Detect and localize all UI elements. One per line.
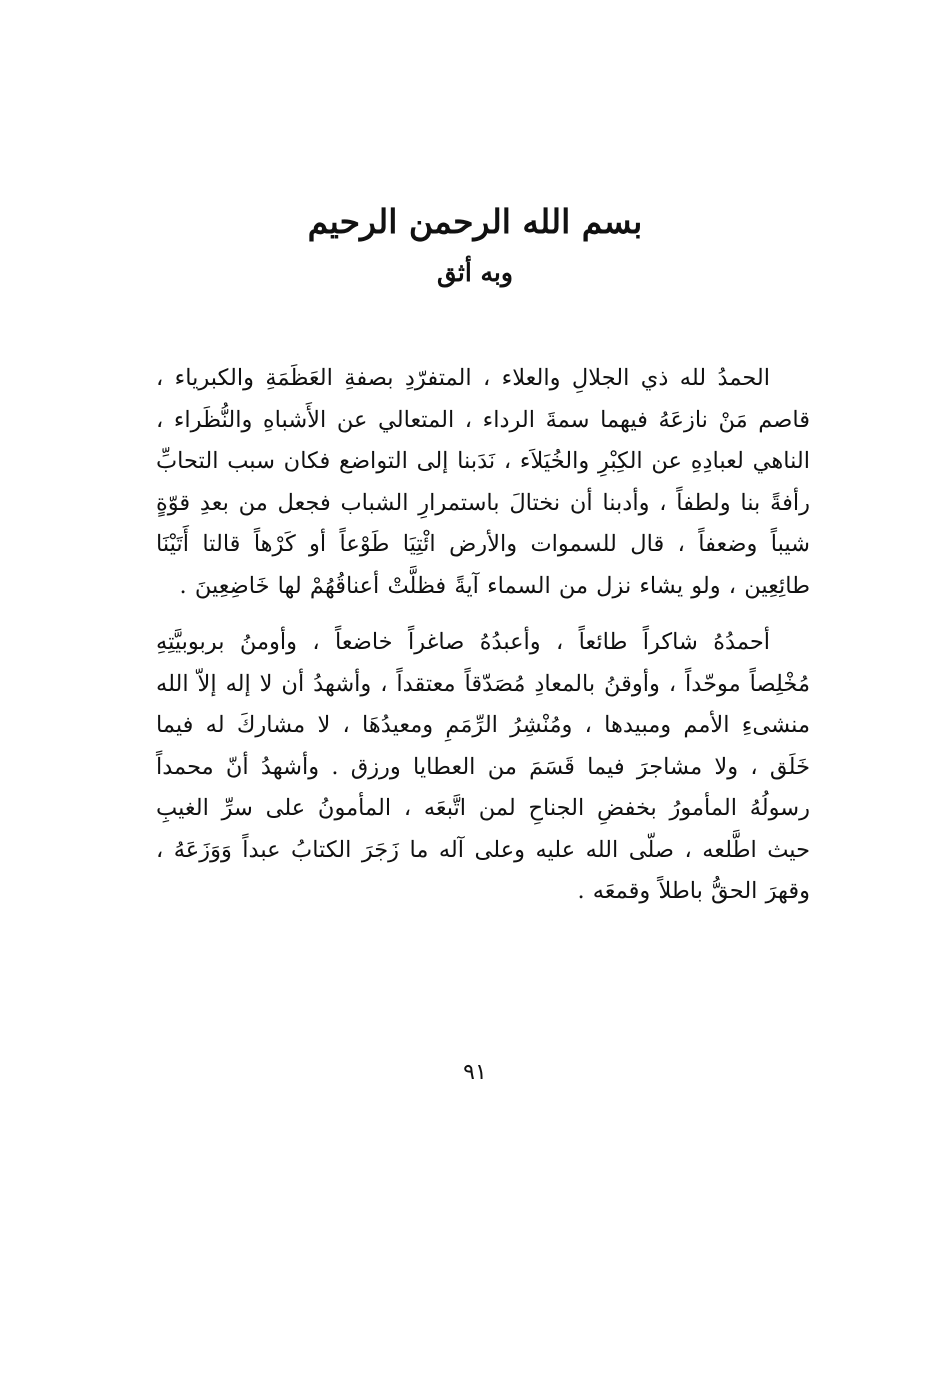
body-text [156,358,810,913]
subheading: وبه أثق [437,258,513,287]
paragraph-2: أحمدُهُ شاكراً طائعاً ، وأعبدُهُ صاغراً خاضعاً ، وأومنُ بربوبيَّتِهِ مُخْلِصاً موحّداً ، وأوقنُ بالمعادِ مُصَدّقاً معتقداً ، وأشهدُ أن لا إله إلاّ الله منشىءِ الأمم ومبيدها ، ومُنْشِرُ الرِّمَمِ ومعيدُهَا ، لا مشاركَ له فيما خَلَق ، ولا مشاجرَ فيما قَسَمَ من العطايا ورزق . وأشهدُ أنّ محمداً رسولُهُ المأمورُ بخفضِ الجناحِ لمن اتَّبعَه ، المأمونُ على سرِّ الغيبِ حيث اطَّلعه ، صلّى الله عليه وعلى آله ما زَجَرَ الكتابُ عبداً وَوَزَعَهُ ، وقهرَ الحقُّ باطلاً وقمعَه . [156,629,810,904]
basmala-heading: بسم الله الرحمن الرحيم [307,202,643,241]
page-number: ٩١ [463,1060,487,1085]
paragraph-1: الحمدُ لله ذي الجلالِ والعلاء ، المتفرّدِ بصفةِ العَظَمَةِ والكبرياء ، قاصم مَنْ نازعَهُ فيهما سمةَ الرداء ، المتعالي عن الأَشباهِ والنُّظَراء ، الناهي لعبادِهِ عن الكِبْرِ والخُيَلاَء ، نَدَبنا إلى التواضع فكان سبب التحابِّ رأفةً بنا ولطفاً ، وأدبنا أن نختالَ باستمرارِ الشباب فجعل من بعدِ قوّةٍ شيباً وضعفاً ، قال للسموات والأرض ائْتِيَا طَوْعاً أو كَرْهاً قالتا أَتَيْنَا طائِعِين ، ولو يشاء نزل من السماء آيةً فظلَّتْ أعناقُهُمْ لها خَاضِعِينَ . [156,365,810,599]
